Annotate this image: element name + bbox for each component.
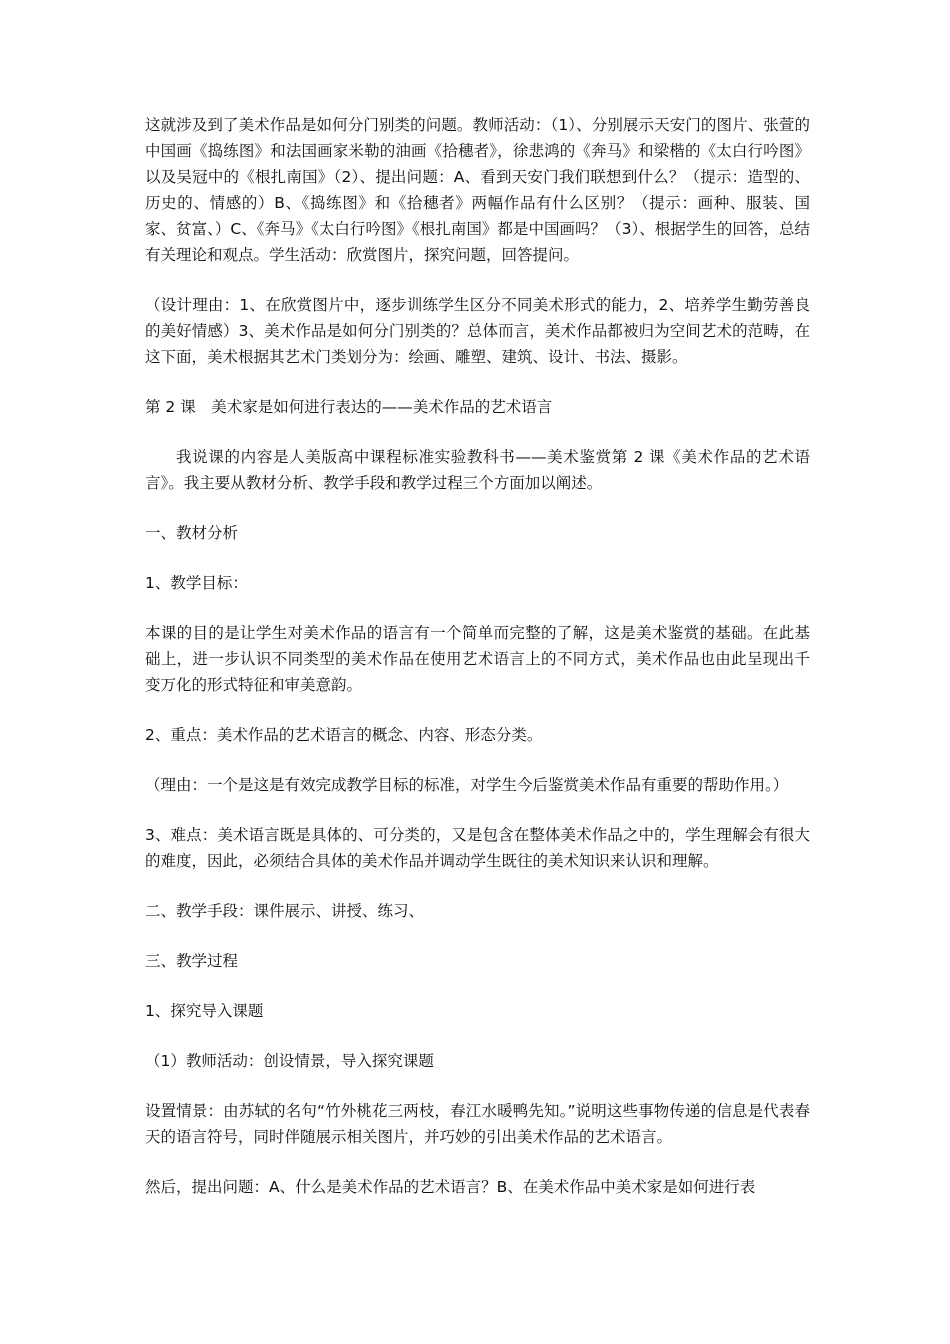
paragraph-questions: 然后，提出问题：A、什么是美术作品的艺术语言？B、在美术作品中美术家是如何进行表 (145, 1178, 756, 1196)
paragraph-classification-activity: 这就涉及到了美术作品是如何分门别类的问题。教师活动：（1）、分别展示天安门的图片、张萱的中国画《捣练图》和法国画家米勒的油画《拾穗者》，徐悲鸿的《奔马》和梁楷的《太白行吟图》以及吴冠中的《根扎南国》（2）、提出问题：A、看到天安门我们联想到什么？（提示：造型的、历史的、情感的）B、《捣练图》和《拾穗者》两幅作品有什么区别？（提示：画种、服装、国家、贫富、）C、《奔马》《太白行吟图》《根扎南国》都是中国画吗？（3）、根据学生的回答，总结有关理论和观点。学生活动：欣赏图片，探究问题，回答提问。 (145, 116, 810, 264)
paragraph-design-reason: （设计理由：1、在欣赏图片中，逐步训练学生区分不同美术形式的能力，2、培养学生勤劳善良的美好情感）3、美术作品是如何分门别类的？总体而言，美术作品都被归为空间艺术的范畴，在这下面，美术根据其艺术门类划分为：绘画、雕塑、建筑、设计、书法、摄影。 (145, 296, 810, 366)
paragraph-key-point-reason: （理由：一个是这是有效完成教学目标的标准，对学生今后鉴赏美术作品有重要的帮助作用。） (145, 776, 789, 794)
document-body (145, 112, 810, 1200)
paragraph-intro: 我说课的内容是人美版高中课程标准实验教科书——美术鉴赏第 2 课《美术作品的艺术语言》。我主要从教材分析、教学手段和教学过程三个方面加以阐述。 (145, 448, 810, 492)
paragraph-key-point: 2、重点：美术作品的艺术语言的概念、内容、形态分类。 (145, 726, 543, 744)
paragraph-scenario: 设置情景：由苏轼的名句“竹外桃花三两枝，春江水暖鸭先知。”说明这些事物传递的信息是代表春天的语言符号，同时伴随展示相关图片，并巧妙的引出美术作品的艺术语言。 (145, 1102, 810, 1146)
section-heading-teaching-means: 二、教学手段：课件展示、讲授、练习、 (145, 902, 425, 920)
subheading-inquiry-intro: 1、探究导入课题 (145, 1002, 264, 1020)
section-heading-teaching-process: 三、教学过程 (145, 952, 239, 970)
paragraph-teaching-goal: 本课的目的是让学生对美术作品的语言有一个简单而完整的了解，这是美术鉴赏的基础。在此基础上，进一步认识不同类型的美术作品在使用艺术语言上的不同方式，美术作品也由此呈现出千变万化的形式特征和审美意韵。 (145, 624, 810, 694)
section-heading-material-analysis: 一、教材分析 (145, 524, 239, 542)
subheading-teaching-goal: 1、教学目标： (145, 574, 248, 592)
paragraph-difficulty: 3、难点：美术语言既是具体的、可分类的，又是包含在整体美术作品之中的，学生理解会有很大的难度，因此，必须结合具体的美术作品并调动学生既往的美术知识来认识和理解。 (145, 826, 810, 870)
lesson-title: 第 2 课 美术家是如何进行表达的——美术作品的艺术语言 (145, 398, 553, 416)
subheading-teacher-activity: （1）教师活动：创设情景，导入探究课题 (145, 1052, 434, 1070)
